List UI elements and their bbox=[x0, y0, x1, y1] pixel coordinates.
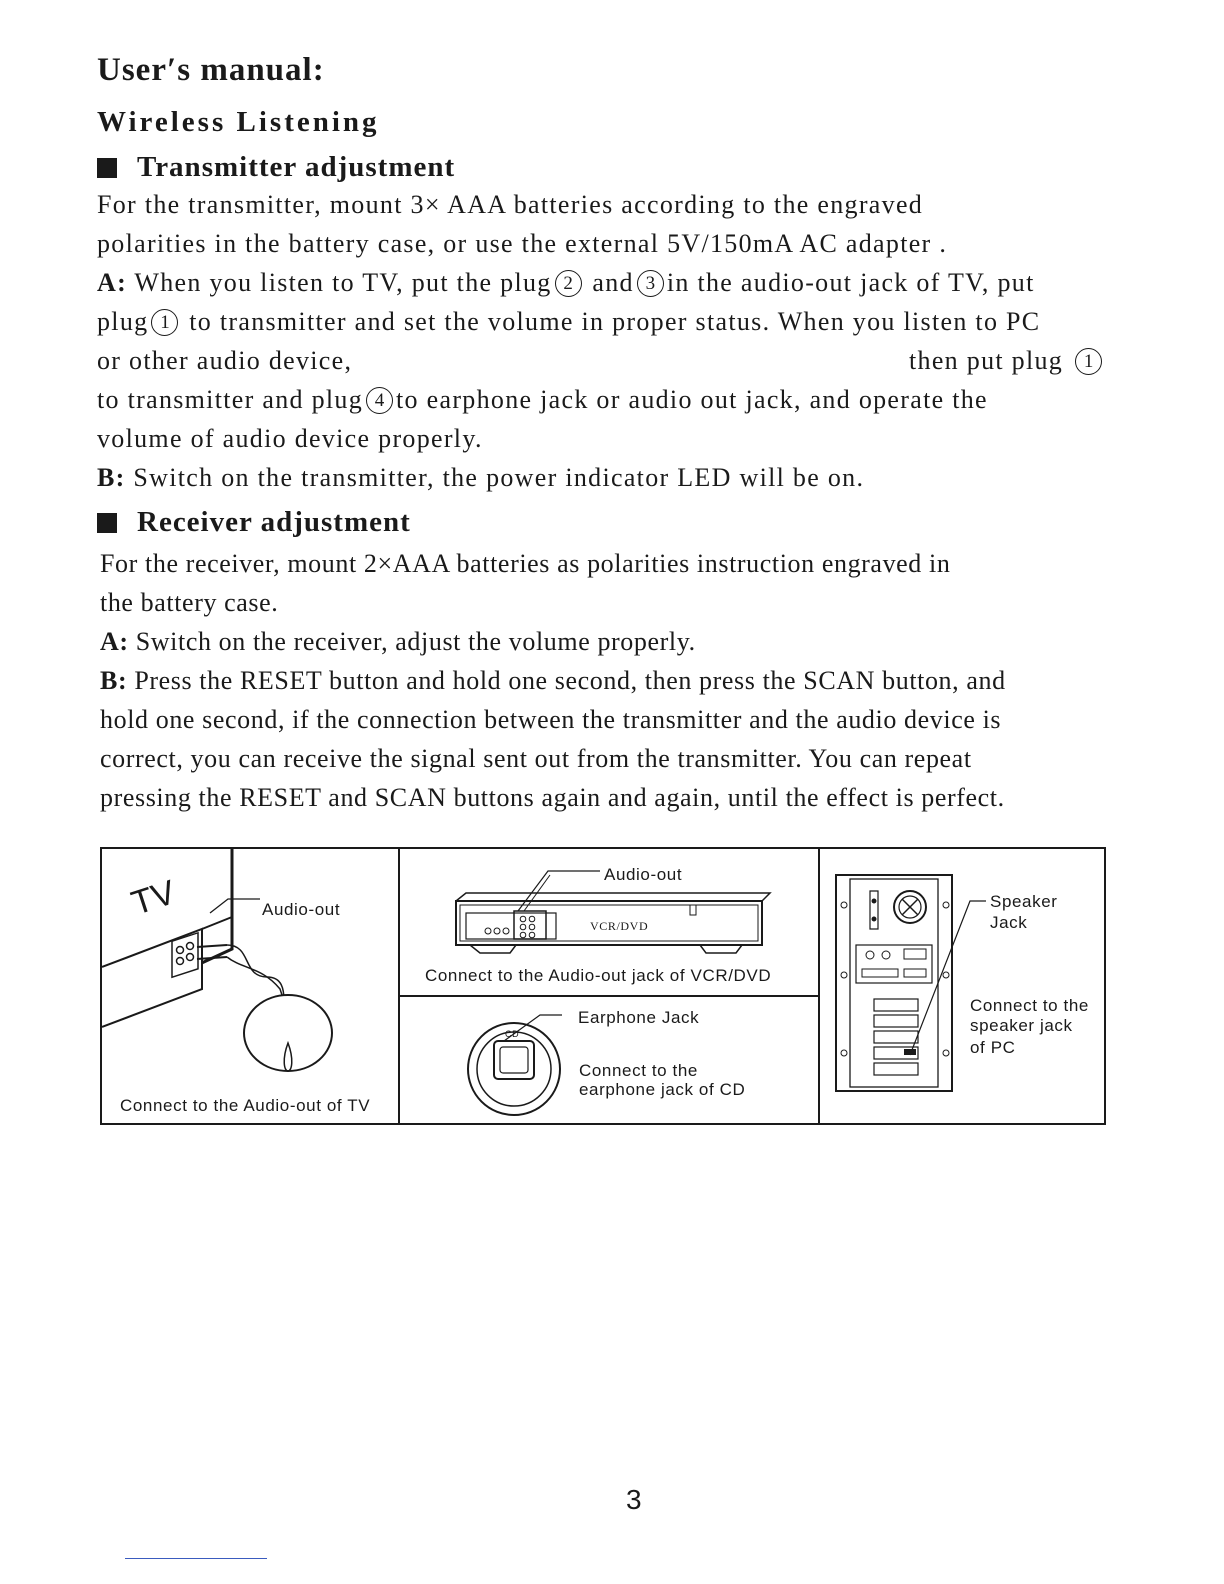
receiver-heading-text: Receiver adjustment bbox=[137, 506, 411, 538]
cd-label: CD bbox=[505, 1029, 520, 1039]
transmitter-step-a-line-3-right bbox=[909, 346, 1105, 376]
step-a-line-4-text-2: to earphone jack or audio out jack, and operate the bbox=[396, 385, 988, 414]
speaker-label-line-1: Speaker bbox=[990, 892, 1058, 911]
vcr-audio-out-label: Audio-out bbox=[604, 865, 683, 884]
plug-2-marker: 2 bbox=[555, 270, 582, 297]
receiver-step-a bbox=[100, 627, 696, 657]
receiver-step-b-line-4: pressing the RESET and SCAN buttons again and again, until the effect is perfect. bbox=[100, 783, 1005, 812]
plug-1-marker-2: 1 bbox=[1075, 348, 1102, 375]
pc-tower-illustration bbox=[820, 849, 1104, 1123]
tv-label: TV bbox=[127, 873, 181, 923]
pc-caption-line-3: of PC bbox=[970, 1038, 1016, 1057]
transmitter-step-a-line-2 bbox=[97, 307, 1040, 337]
cd-caption-line-1: Connect to the bbox=[579, 1061, 698, 1080]
page-number: 3 bbox=[626, 1484, 642, 1515]
transmitter-step-a-line-1 bbox=[97, 268, 1035, 298]
vcr-caption: Connect to the Audio-out jack of VCR/DVD bbox=[425, 966, 772, 985]
receiver-step-b-line-2: hold one second, if the connection between the transmitter and the audio device is bbox=[100, 705, 1002, 734]
step-b-label: B: bbox=[97, 463, 126, 492]
plug-3-marker: 3 bbox=[637, 270, 664, 297]
page-title: User′s manual: bbox=[97, 52, 325, 88]
step-a-text-2: in the audio-out jack of TV, put bbox=[666, 268, 1035, 297]
receiver-step-b-text-1: Press the RESET button and hold one second, then press the SCAN button, and bbox=[134, 666, 1006, 695]
transmitter-step-a-line-5: volume of audio device properly. bbox=[97, 424, 483, 453]
step-b-text: Switch on the transmitter, the power indicator LED will be on. bbox=[133, 463, 865, 492]
transmitter-heading-text: Transmitter adjustment bbox=[137, 151, 456, 183]
receiver-step-a-label: A: bbox=[100, 627, 129, 656]
square-bullet-icon bbox=[97, 158, 117, 178]
then-put-plug-text: then put plug bbox=[909, 346, 1064, 375]
step-a-line-4-text: to transmitter and plug bbox=[97, 385, 364, 414]
transmitter-step-a-line-4 bbox=[97, 385, 988, 415]
cd-caption-line-2: earphone jack of CD bbox=[579, 1080, 746, 1099]
transmitter-line-2: polarities in the battery case, or use the external 5V/150mA AC adapter . bbox=[97, 229, 948, 258]
transmitter-step-b bbox=[97, 463, 864, 493]
transmitter-heading bbox=[97, 151, 455, 184]
receiver-step-b-line-1 bbox=[100, 666, 1006, 696]
transmitter-line-1: For the transmitter, mount 3× AAA batteries according to the engraved bbox=[97, 190, 924, 219]
vcr-dvd-label: VCR/DVD bbox=[590, 919, 649, 933]
tv-caption: Connect to the Audio-out of TV bbox=[120, 1096, 371, 1115]
connection-diagram bbox=[100, 847, 1106, 1125]
step-a-text: When you listen to TV, put the plug bbox=[134, 268, 552, 297]
pc-caption-line-2: speaker jack bbox=[970, 1016, 1073, 1035]
tv-audio-out-label: Audio-out bbox=[262, 900, 341, 919]
step-a-line-2-text: to transmitter and set the volume in proper status. When you listen to PC bbox=[189, 307, 1041, 336]
square-bullet-icon bbox=[97, 513, 117, 533]
receiver-line-2: the battery case. bbox=[100, 588, 279, 617]
pc-caption-line-1: Connect to the bbox=[970, 996, 1089, 1015]
speaker-label-line-2: Jack bbox=[990, 913, 1028, 932]
receiver-step-b-label: B: bbox=[100, 666, 128, 695]
receiver-step-a-text: Switch on the receiver, adjust the volume properly. bbox=[135, 627, 696, 656]
transmitter-step-a-line-3-left: or other audio device, bbox=[97, 346, 353, 375]
receiver-line-1: For the receiver, mount 2×AAA batteries as polarities instruction engraved in bbox=[100, 549, 951, 578]
receiver-step-b-line-3: correct, you can receive the signal sent out from the transmitter. You can repeat bbox=[100, 744, 972, 773]
plug-4-marker: 4 bbox=[366, 387, 393, 414]
plug-1-marker: 1 bbox=[151, 309, 178, 336]
receiver-heading bbox=[97, 506, 411, 539]
step-a-label: A: bbox=[97, 268, 128, 297]
step-a-and: and bbox=[592, 268, 634, 297]
earphone-jack-label: Earphone Jack bbox=[578, 1008, 700, 1027]
footer-rule bbox=[125, 1558, 267, 1559]
section-title: Wireless Listening bbox=[97, 106, 380, 138]
plug-word: plug bbox=[97, 307, 149, 336]
